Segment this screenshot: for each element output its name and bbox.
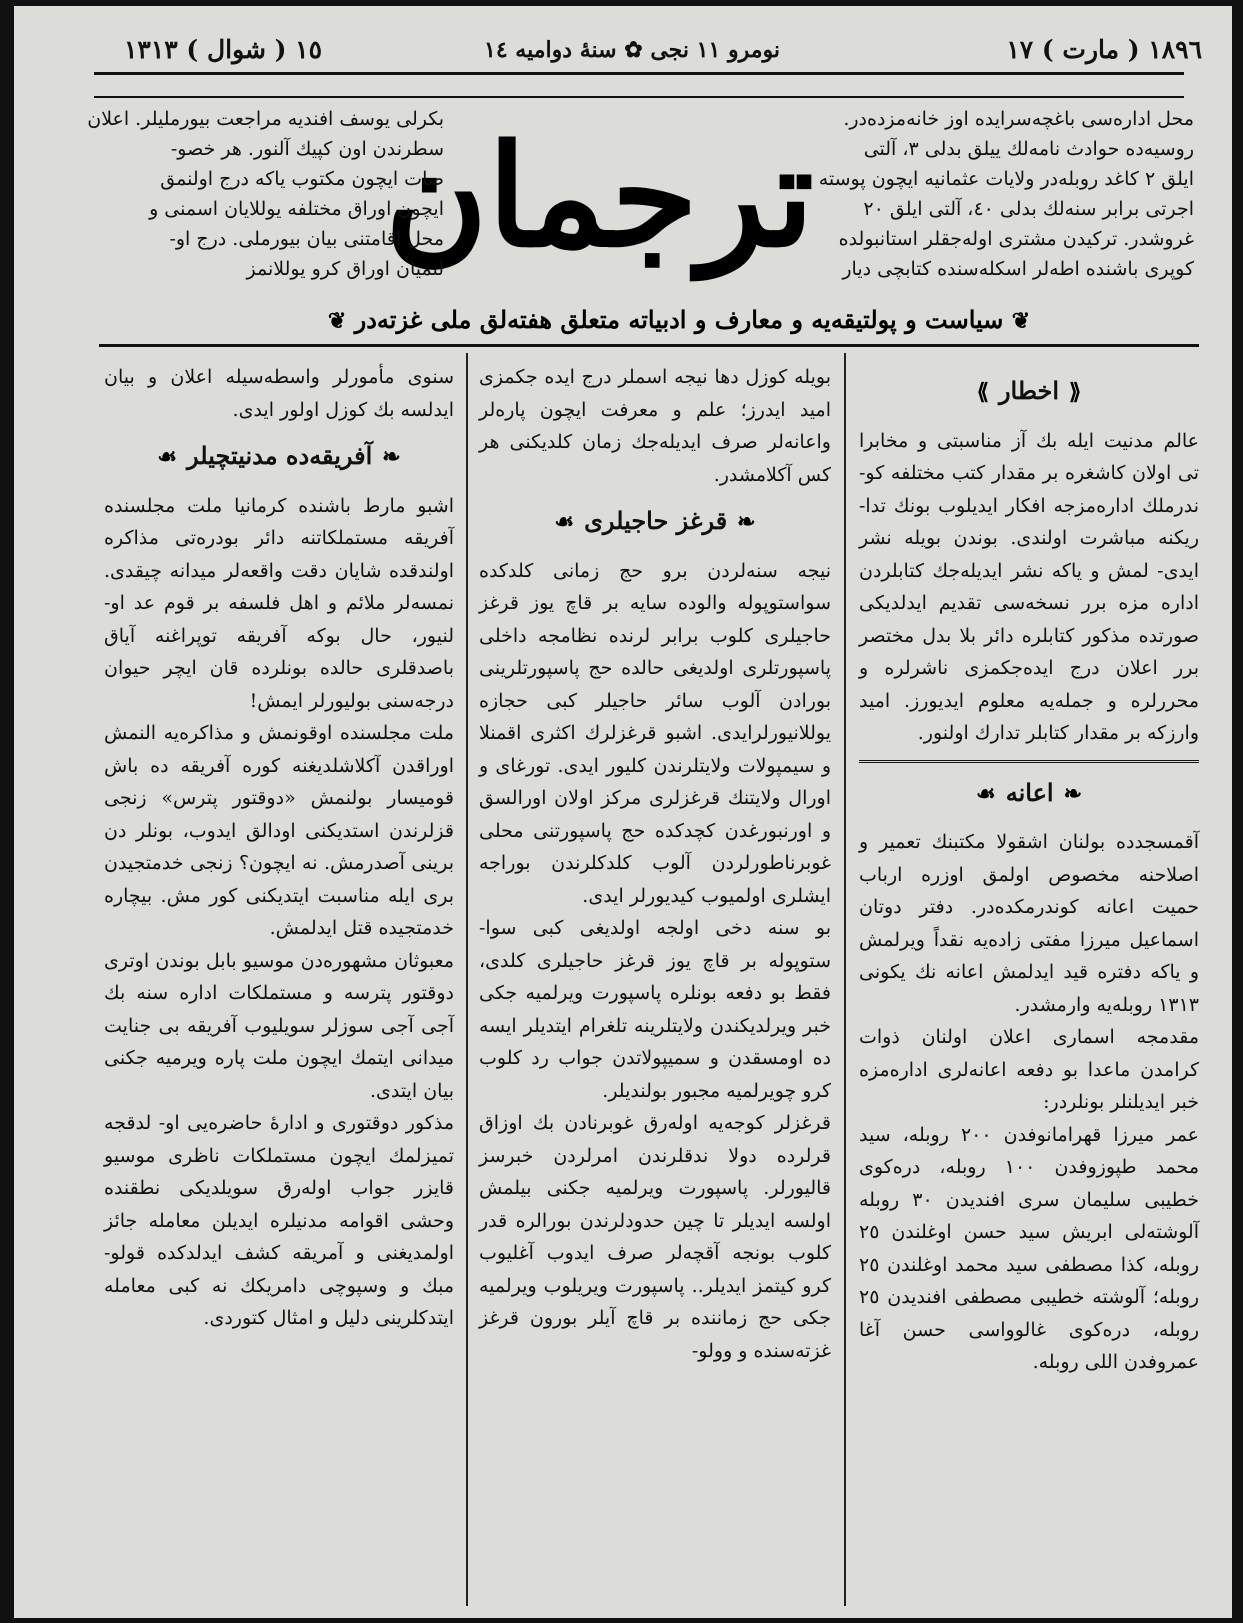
notice-line: صات ایچون مکتوب یاکه درج اولنمق <box>160 168 444 190</box>
top-rule-2 <box>94 96 1184 98</box>
notice-line: لنمیان اوراق کرو یوللانمز <box>246 258 444 280</box>
article-paragraph: اشبو مارط باشنده کرمانیا ملت مجلسنده آفریقه مستملکاتنه دائر بودره‌تی مذاکره اولندقده شایان دقت واقعه‌لر میدانه چیقدی. نمسه‌لر ملائم و اهل فلسفه بر قوم عد او- لنیور، حال بوکه آفریقه توپراغنه آیاق باصدقلری حالده بونلرده قان ایچر حیوان درجه‌سنی بولیورلر ایمش! <box>104 494 454 712</box>
article-paragraph: ملت مجلسنده اوقونمش و مذاکره‌یه النمش اوراقدن آکلاشلدیغنه کوره آفریقه ده باش قومیسار بولنمش «دوقتور پترس» زنجی قزلرندن استدیکنی اودالق ایدوب، بونلر دن برینی آصدرمش. نه ایچون؟ زنجی خدمتجیدن بری ایله مناسبت ایتدیکنی کور مش. بیچاره خدمتجیده قتل ایدلمش. <box>104 722 454 939</box>
heading-warning: اخطار <box>998 376 1060 405</box>
notice-line: کوپری باشنده اطه‌لر اسکله‌سنده کتابچی دیار <box>842 258 1194 280</box>
notice-line: محل اقامتنی بیان بیورملی. درج او- <box>169 228 444 250</box>
article-paragraph: سنوی مأمورلر واسطه‌سیله اعلان و بیان ایدلسه بك کوزل اولور ایدی. <box>104 366 454 421</box>
section-divider <box>859 760 1199 763</box>
ornament-icon: ❧ <box>1063 780 1083 807</box>
top-rule <box>94 72 1184 75</box>
notice-line: بکرلی یوسف افندیه مراجعت بیورملیلر. اعلان <box>87 108 444 130</box>
ornament-icon: ❧ <box>737 509 756 535</box>
notice-line: ایلق ٢ کاغد روبله‌در ولایات عثمانیه ایچون پوسته <box>818 168 1194 190</box>
notice-line: غروشدر. ترکیدن مشتری اوله‌جقلر استانبولده <box>838 228 1194 250</box>
notice-line: سطرندن اون کپیك آلنور. هر خصو- <box>170 138 444 160</box>
section-heading <box>479 505 831 539</box>
heading-africa: آفریقه‌ده مدنیتچیلر <box>187 441 373 470</box>
subscription-notice <box>818 104 1194 284</box>
notice-line: روسیه‌ده حوادث نامه‌لك ییلق بدلی ٣، آلتی <box>863 138 1194 160</box>
subtitle-text: سیاست و پولتیقه‌یه و معارف و ادبیاته متعلق هفته‌لق ملی غزته‌در <box>354 305 1004 334</box>
section-heading <box>104 440 454 474</box>
article-paragraph: بو سنه دخی اولجه اولدیغی کبی سوا- ستوپوله بر قاچ یوز قرغز حاجیلری کلدی، فقط بو دفعه بونلره پاسپورت ویرلمیه جکی خبر ویرلدیکندن ولایتلرینه تلغرام ایتدیلر ایسه ده اومسقدن و سمیپولاتدن جواب رد کلوب کرو چویرلمیه مجبور بولندیلر. <box>479 917 831 1102</box>
article-paragraph: عالم مدنیت ایله بك آز مناسبتی و مخابرا تی اولان کاشغره بر مقدار کتب مختلفه کو- ندرملك اداره‌مزجه افکار ایدیلوب بونك تدا- ریکنه مباشرت اولندی. بوندن بویله نشر ایدی- لمش و یاکه نشر ایدیله‌جك کتابلردن اداره‌ مزه برر نسخه‌سی تقدیم ایدلدیکی صورتده مذکور کتابلره دائر بلا بدل مختصر برر اعلان درج ایده‌جکمزی ناشرلره و محررلره و جمله‌یه معلوم ایدیورز. امید وارزکه بر مقدار کتابلر تدارك اولنور. <box>859 429 1199 744</box>
article-paragraph: قرغزلر کوجه‌یه اوله‌رق غوبرنادن بك اوزاق قرلرده دولا ندقلرندن امرلردن خبرسز قالیورلر. پاسپورت ویرلمیه جکنی بیلمش اولسه ایدیلر تا چین حدودلرندن بورالره قدر کلوب بونجه آقچه‌لر صرف ایدوب آغلیوب کرو کیتمز ایدیلر.. پاسپورت ویریلوب ویرلمیه جکی حج زماننده بر قاچ آیلر بورون قرغز غزته‌سنده و وولو- <box>479 1112 831 1362</box>
section-heading <box>859 375 1199 409</box>
article-paragraph: مذکور دوقتوری و ادارۀ حاضره‌یی او- لدقجه تمیزلمك ایچون مستملکات ناظری موسیو قایزر جواب اوله‌رق سویلدیکی نطقنده وحشی اقوامه مدنیلره ایدیلن معامله جائز اولمدیغنی و آمریقه کشف ایدلدکده قولو- مبك و وسپوچی دامریکك نه کبی معامله ایتدکلرینی دلیل و امثال کتوردی. <box>104 1112 454 1329</box>
column-left <box>104 361 454 1335</box>
ornament-icon: ⟪ <box>1069 379 1082 405</box>
ornament-icon: ⟫ <box>976 379 989 405</box>
issue-number: نومرو ١١ نجی ✿ سنۀ دوامیه ١٤ <box>484 37 780 63</box>
article-paragraph: نیجه سنه‌لردن برو حج زمانی کلدکده سواستوپوله والوده سایه بر قاچ یوز قرغز حاجیلری کلوب برابر لرنده نظامجه داخلی پاسپورتلری اولدیغی حالده حج پاسپورتلرینی بورادن آلوب سائر حاجیلر کبی حجازه یوللانیورلرایدی. اشبو قرغزلرك اکثری اقمنلا و سیمپولات ولایتلرندن کلیور ایدی. تورغای و اورال ولایتنك قرغزلری مرکز اولان اورالسق و اورنبورغدن کچدکده حج پاسپورتنی محلی غوبرناطورلردن آلوب کلدکلرندن بوراجه ایشلری اولمیوب کیدیورلر ایدی. <box>479 559 831 907</box>
article-paragraph: آقمسجدده بولنان اشقولا مکتبنك تعمیر و اصلاحنه مخصوص اولمق اوزره ارباب حمیت اعانه کوندرمکده‌در. دفتر دوتان اسماعیل میرزا مفتی زاده‌یه نقداً ویرلمش و یاکه دفتره قید ایدلمش اعانه نك یکونی ١٣١٣ روبله‌یه وارمشدر. <box>859 831 1199 1016</box>
masthead-rule <box>99 344 1199 347</box>
masthead-title: ترجمان <box>384 115 814 279</box>
newspaper-page <box>14 6 1232 1618</box>
notice-line: ایچون اوراق مختلفه یوللایان اسمنی و <box>149 198 444 220</box>
ornament-icon: ☙ <box>975 780 996 807</box>
heading-kyrgyz-pilgrims: قرغز حاجیلری <box>584 506 728 535</box>
gregorian-date: ١٨٩٦ ( مارت ) ١٧ <box>1006 35 1202 64</box>
notice-line: اجرتی برابر سنه‌لك بدلی ٤٠، آلتی ایلق ٢٠ <box>863 198 1194 220</box>
advertising-notice <box>87 104 444 284</box>
ornament-icon: ☙ <box>554 509 575 535</box>
article-paragraph: بویله کوزل دها نیجه اسملر درج ایده جکمزی امید ایدرز؛ علم و معرفت ایچون پاره‌لر واعانه‌لر صرف ایدیله‌جك زمان کلدیکنی هر کس آکلامشدر. <box>479 366 831 486</box>
ornament-icon: ☙ <box>157 444 178 470</box>
column-right <box>859 361 1199 1379</box>
column-middle <box>479 361 831 1367</box>
column-divider <box>466 353 468 1606</box>
ornament-icon: ❦ <box>1011 308 1031 334</box>
article-paragraph: معبوثان مشهوره‌دن موسیو بابل بوندن اوتری دوقتور پترسه و مستملکات اداره سنه بك آجی آجی سوزلر سویلیوب آفریقه بی جنایت میدانی ایتمك ایچون ملت پاره ویرمیه جکنی بیان ایتدی. <box>104 949 454 1102</box>
ornament-icon: ❧ <box>382 444 401 470</box>
hijri-date: ١٥ ( شوال ) ١٣١٣ <box>124 35 323 64</box>
article-paragraph: عمر میرزا قهرامانوفدن ٢٠٠ روبله، سید محمد طپوزوفدن ١٠٠ روبله، دره‌کوی خطیبی سلیمان سری افندیدن ٣٠ روبله آلوشته‌لی ابریش سید حسن اوغلندن ٢٥ روبله، کذا مصطفی سید محمد اوغلندن ٢٥ روبله؛ آلوشته خطیبی مصطفی افندیدن ٢٥ روبله، دره‌کوی غالوواسی حسن آغا عمروفدن اللی روبله. <box>859 1123 1200 1373</box>
notice-line: محل اداره‌سی باغچه‌سرایده اوز خانه‌مزده‌در. <box>843 108 1194 130</box>
ornament-icon: ❦ <box>327 308 347 334</box>
column-divider <box>844 353 846 1606</box>
heading-donation: اعانه <box>1005 777 1054 807</box>
section-heading <box>859 777 1199 811</box>
masthead-subtitle <box>294 304 1064 336</box>
article-paragraph: مقدمجه اسماری اعلان اولنان ذوات کرامدن ماعدا بو دفعه اعانه‌لری اداره‌مزه خبر ایدیلنلر بونلردر: <box>859 1026 1199 1113</box>
